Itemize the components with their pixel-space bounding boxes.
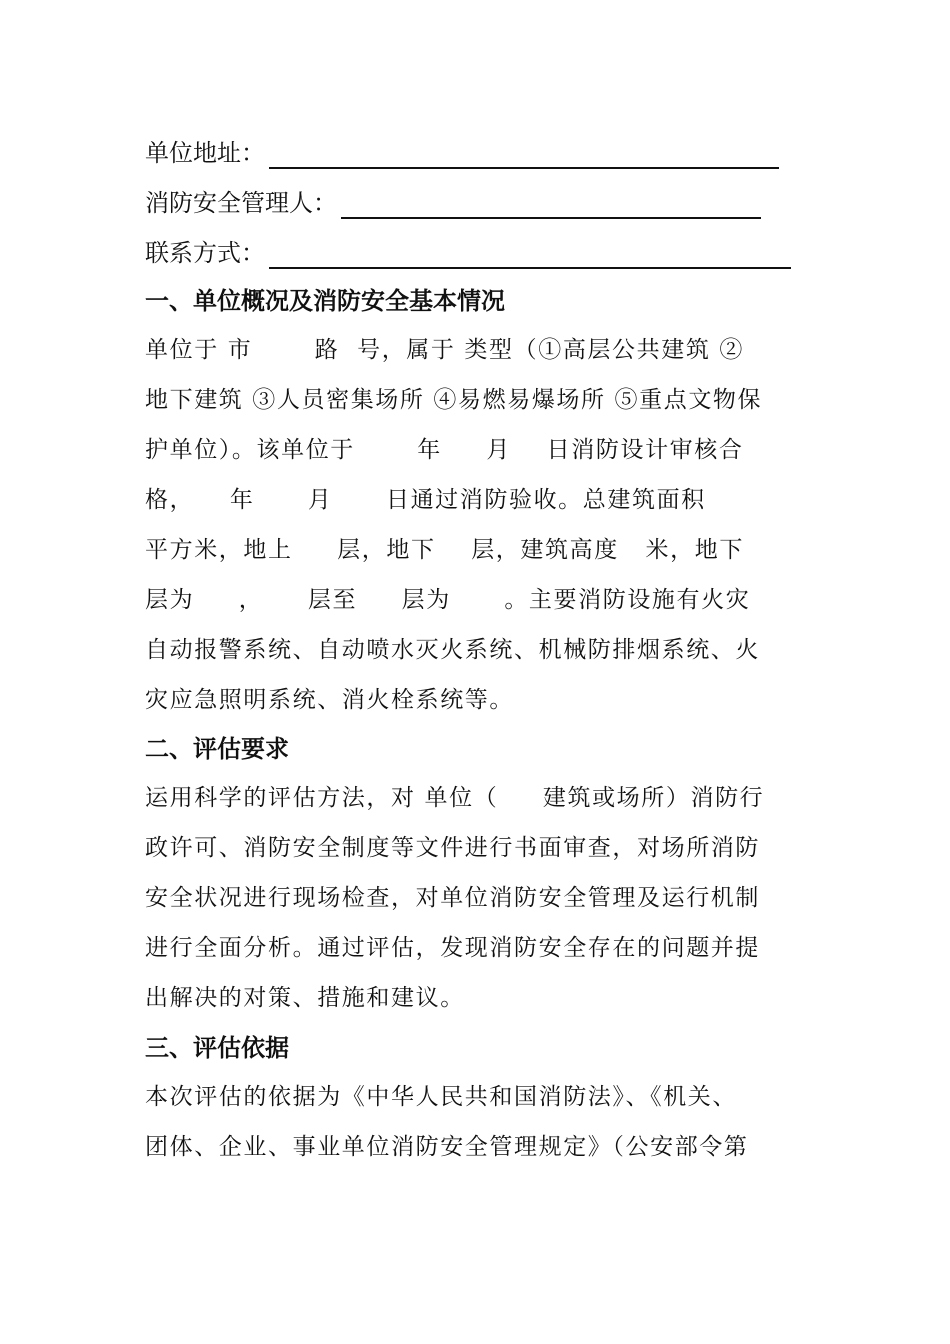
paragraph-line: 护单位）。该单位于 年 月 日消防设计审核合	[145, 437, 744, 463]
paragraph-line: 层为 ， 层至 层为 。主要消防设施有火灾	[145, 587, 751, 613]
unit-address-blank[interactable]	[269, 143, 779, 169]
paragraph-line: 格， 年 月 日通过消防验收。总建筑面积	[145, 487, 706, 513]
paragraph-line: 单位于 市 路 号，属于 类型（①高层公共建筑 ②	[145, 337, 744, 363]
paragraph-line: 出解决的对策、措施和建议。	[145, 985, 465, 1011]
paragraph-line: 平方米，地上 层，地下 层，建筑高度 米，地下	[145, 537, 744, 563]
contact-label: 联系方式：	[145, 239, 265, 267]
section-heading-overview: 一、单位概况及消防安全基本情况	[145, 287, 505, 315]
paragraph-line: 自动报警系统、自动喷水灭火系统、机械防排烟系统、火	[145, 637, 760, 663]
paragraph-line: 政许可、消防安全制度等文件进行书面审查，对场所消防	[145, 835, 760, 861]
contact-blank[interactable]	[269, 243, 791, 269]
section-body-basis	[145, 1072, 805, 1172]
contact-field	[145, 237, 791, 269]
paragraph-line: 地下建筑 ③人员密集场所 ④易燃易爆场所 ⑤重点文物保	[145, 387, 763, 413]
unit-address-label: 单位地址：	[145, 139, 265, 167]
section-body-overview	[145, 325, 805, 725]
section-heading-basis: 三、评估依据	[145, 1034, 289, 1062]
paragraph-line: 团体、企业、事业单位消防安全管理规定》（公安部令第	[145, 1134, 749, 1160]
paragraph-line: 本次评估的依据为《中华人民共和国消防法》、《机关、	[145, 1084, 737, 1110]
unit-address-field	[145, 137, 779, 169]
paragraph-line: 进行全面分析。通过评估，发现消防安全存在的问题并提	[145, 935, 760, 961]
section-heading-requirements: 二、评估要求	[145, 735, 289, 763]
section-body-requirements	[145, 773, 805, 1023]
safety-manager-field	[145, 187, 761, 219]
safety-manager-blank[interactable]	[341, 193, 761, 219]
paragraph-line: 运用科学的评估方法，对 单位（ 建筑或场所）消防行	[145, 785, 765, 811]
safety-manager-label: 消防安全管理人：	[145, 189, 337, 217]
paragraph-line: 灾应急照明系统、消火栓系统等。	[145, 687, 514, 713]
paragraph-line: 安全状况进行现场检查，对单位消防安全管理及运行机制	[145, 885, 760, 911]
